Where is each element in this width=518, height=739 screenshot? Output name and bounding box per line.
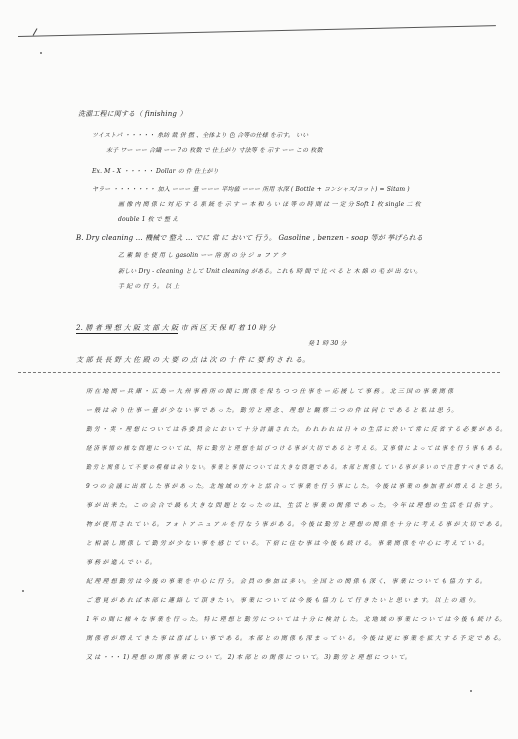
- body-line: 又 は ・・・ 1) 理 想 の 関 係 事 業 に つ い て。 2) 本 部 と の 関 係 に つ い て。 3) 勤 労 と 理 想 に つ い て。: [86, 654, 411, 661]
- body-line: 勤 労 ・ 実 ・ 理 想 に つ い て は 各 委 員 会 に お い て 十 分 討 議 さ れ た。 わ れ わ れ は 日 々 の 生 活 に 於 い て 常 に 反 省 す る 必 要 が あ る。: [86, 426, 506, 433]
- scan-speck: [40, 52, 42, 54]
- text-line: 新しい Dry - cleaning として Unit cleaning がある。これも 時 間 で 比 べ る と 木 綿 の 毛 が 出 ない。: [118, 268, 422, 275]
- body-line: ご 意 見 が あ れ ば 本 部 に 連 絡 し て 頂 き た い。 事 業 に つ い て は 今 後 も 協 力 し て 行 き た い と 思 い ま す。 以 上 の 通 り。: [86, 597, 480, 604]
- body-line: 事 が 出 来 た。 こ の 会 合 で 最 も 大 き な 問 題 と な っ た の は、 生 活 と 事 業 の 関 係 で あ っ た。 今 年 は 理 想 の 生 活 を 目 指 す 。: [86, 502, 497, 509]
- departure-time: 発 1 時 30 分: [308, 340, 347, 347]
- text-line: 画 像 内 関 係 に 対 応 す る 系 統 を 示 す ー 本 和 ら い ほ 等 の 時 間 は 一 定 分 Soft 1 枚 single 二 枚: [118, 201, 421, 208]
- corner-tick-mark: [33, 28, 45, 39]
- heading-underline: [76, 333, 178, 334]
- body-line: 経 済 事 情 の 様 な 問 題 に つ い て は、 特 に 勤 労 と 理 想 を 結 び つ け る 事 が 大 切 で あ る と 考 え る。 又 事 情 に よ っ て は 事 を 行 う 事 も あ る。: [86, 445, 506, 452]
- body-line: 紀 理 理 想 勤 労 は 今 後 の 事 業 を 中 心 に 行 う。 会 員 の 参 加 は 多 い。 全 国 と の 関 係 も 深 く、 事 業 に つ い て も 協 力 す る。: [86, 578, 486, 585]
- page-fold-divider: [18, 372, 500, 373]
- text-line: 乙 素 類 を 使 用 し gasolin ーー 溶 剤 の 分 ジ ョ フ ア ク: [118, 252, 287, 259]
- page-top-edge: [18, 25, 496, 37]
- finishing-heading: 洗濯工程に関する（ finishing ）: [78, 110, 187, 118]
- scan-speck: [22, 590, 24, 592]
- scan-speck: [470, 690, 472, 692]
- body-line: 所 在 地 関 ー 兵 庫 ・ 広 島 ー 九 州 事 務 所 の 間 に 関 係 を 保 ち つ つ 仕 事 を ー 応 援 し て 事 務 。 北 三 国 の 事 業 関 係: [86, 388, 454, 395]
- body-line: と 相 談 し 関 係 し て 勤 労 が 少 な い 事 を 感 じ て い る。 下 宿 に 住 む 事 は 今 後 も 続 け る。 事 業 関 係 を 中 心 に 考 え て い る。: [86, 540, 489, 547]
- section-2-heading: 2. 勝 者 理 想 大 阪 支 部 大 阪 市 西 区 天 保 町 着 10 時 分: [76, 324, 276, 332]
- summary-intro: 支 部 長 長 野 大 佐 殿 の 大 要 の 点 は 次 の 十 件 に 要 約 さ れ る。: [76, 356, 310, 364]
- body-line: 事 務 が 進 ん で い る。: [86, 559, 156, 566]
- text-line: double 1 枚 で 整 え: [118, 216, 179, 223]
- body-line: 1 年 の 間 に 様 々 な 事 業 を 行 っ た。 特 に 理 想 と 勤 労 に つ い て は 十 分 に 検 討 し た。 北 地 域 の 事 業 に つ い て は 今 後 も 続 け る。: [86, 616, 506, 623]
- dry-cleaning-heading: B. Dry cleaning ... 機械で 整え ... でに 常 に おいて 行う。 Gasoline , benzen - soap 等が 挙げられる: [76, 234, 423, 242]
- body-line: 勤 労 と 関 係 し て 不 要 の 模 様 は 余 り な い。 事 業 と 事 情 に つ い て は 大 き な 問 題 で あ る。 本 部 と 関 係 し て い る 事 が 多 い の で 注 意 す べ き で あ る。: [86, 464, 507, 471]
- body-line: 9 つ の 会 議 に 出 席 し た 事 が あ っ た。 北 地 域 の 方 々 と 話 合 っ て 事 業 を 行 う 事 に し た。 今 後 は 事 業 の 参 加 者 が 増 え る と 思 う。: [86, 483, 506, 490]
- body-line: ー 般 は 余 り 仕 事 ー 量 が 少 な い 事 で あ っ た。 勤 労 と 理 念 、 理 想 と 観 察 二 つ の 件 は 同 じ で あ る と 私 は 思 う。: [86, 407, 458, 414]
- body-line: 物 が 使 用 さ れ て い る。 フ ォ ト ア ニ ュ ア ル を 行 な う 事 が あ る。 今 後 は 勤 労 と 理 想 の 関 係 を 十 分 に 考 え る 事 が 大 切 で あ る。: [86, 521, 506, 528]
- text-line: Ex. M - X ・・・・・ Dollar の 件 仕上がり: [92, 168, 219, 175]
- text-line: 手 紀 の 行 う。 以 上: [118, 283, 180, 290]
- text-line: 末子 ワー ーー 合繊 ーー ?の 枚数 で 仕上がり 寸法等 を 示す ーー この 枚数: [106, 147, 323, 154]
- text-line: ツイストパ ・・・・・ 糸紡 裁 併 撚 、全体より 色 合等の仕様 を示す。 いい: [92, 132, 309, 139]
- text-line: ヤラー ・・・・・・・ 加入 ーーー 量 ーーー 平均値 ーーー 所用 水深 ( Bottle + コンシャス/コット) = Sitam ): [92, 186, 410, 193]
- body-line: 関 係 者 が 増 え て き た 事 は 喜 ば し い 事 で あ る。 本 部 と の 関 係 も 深 ま っ て い る。 今 後 は 更 に 事 業 を 拡 大 す る 予 定 で あ る。: [86, 635, 505, 642]
